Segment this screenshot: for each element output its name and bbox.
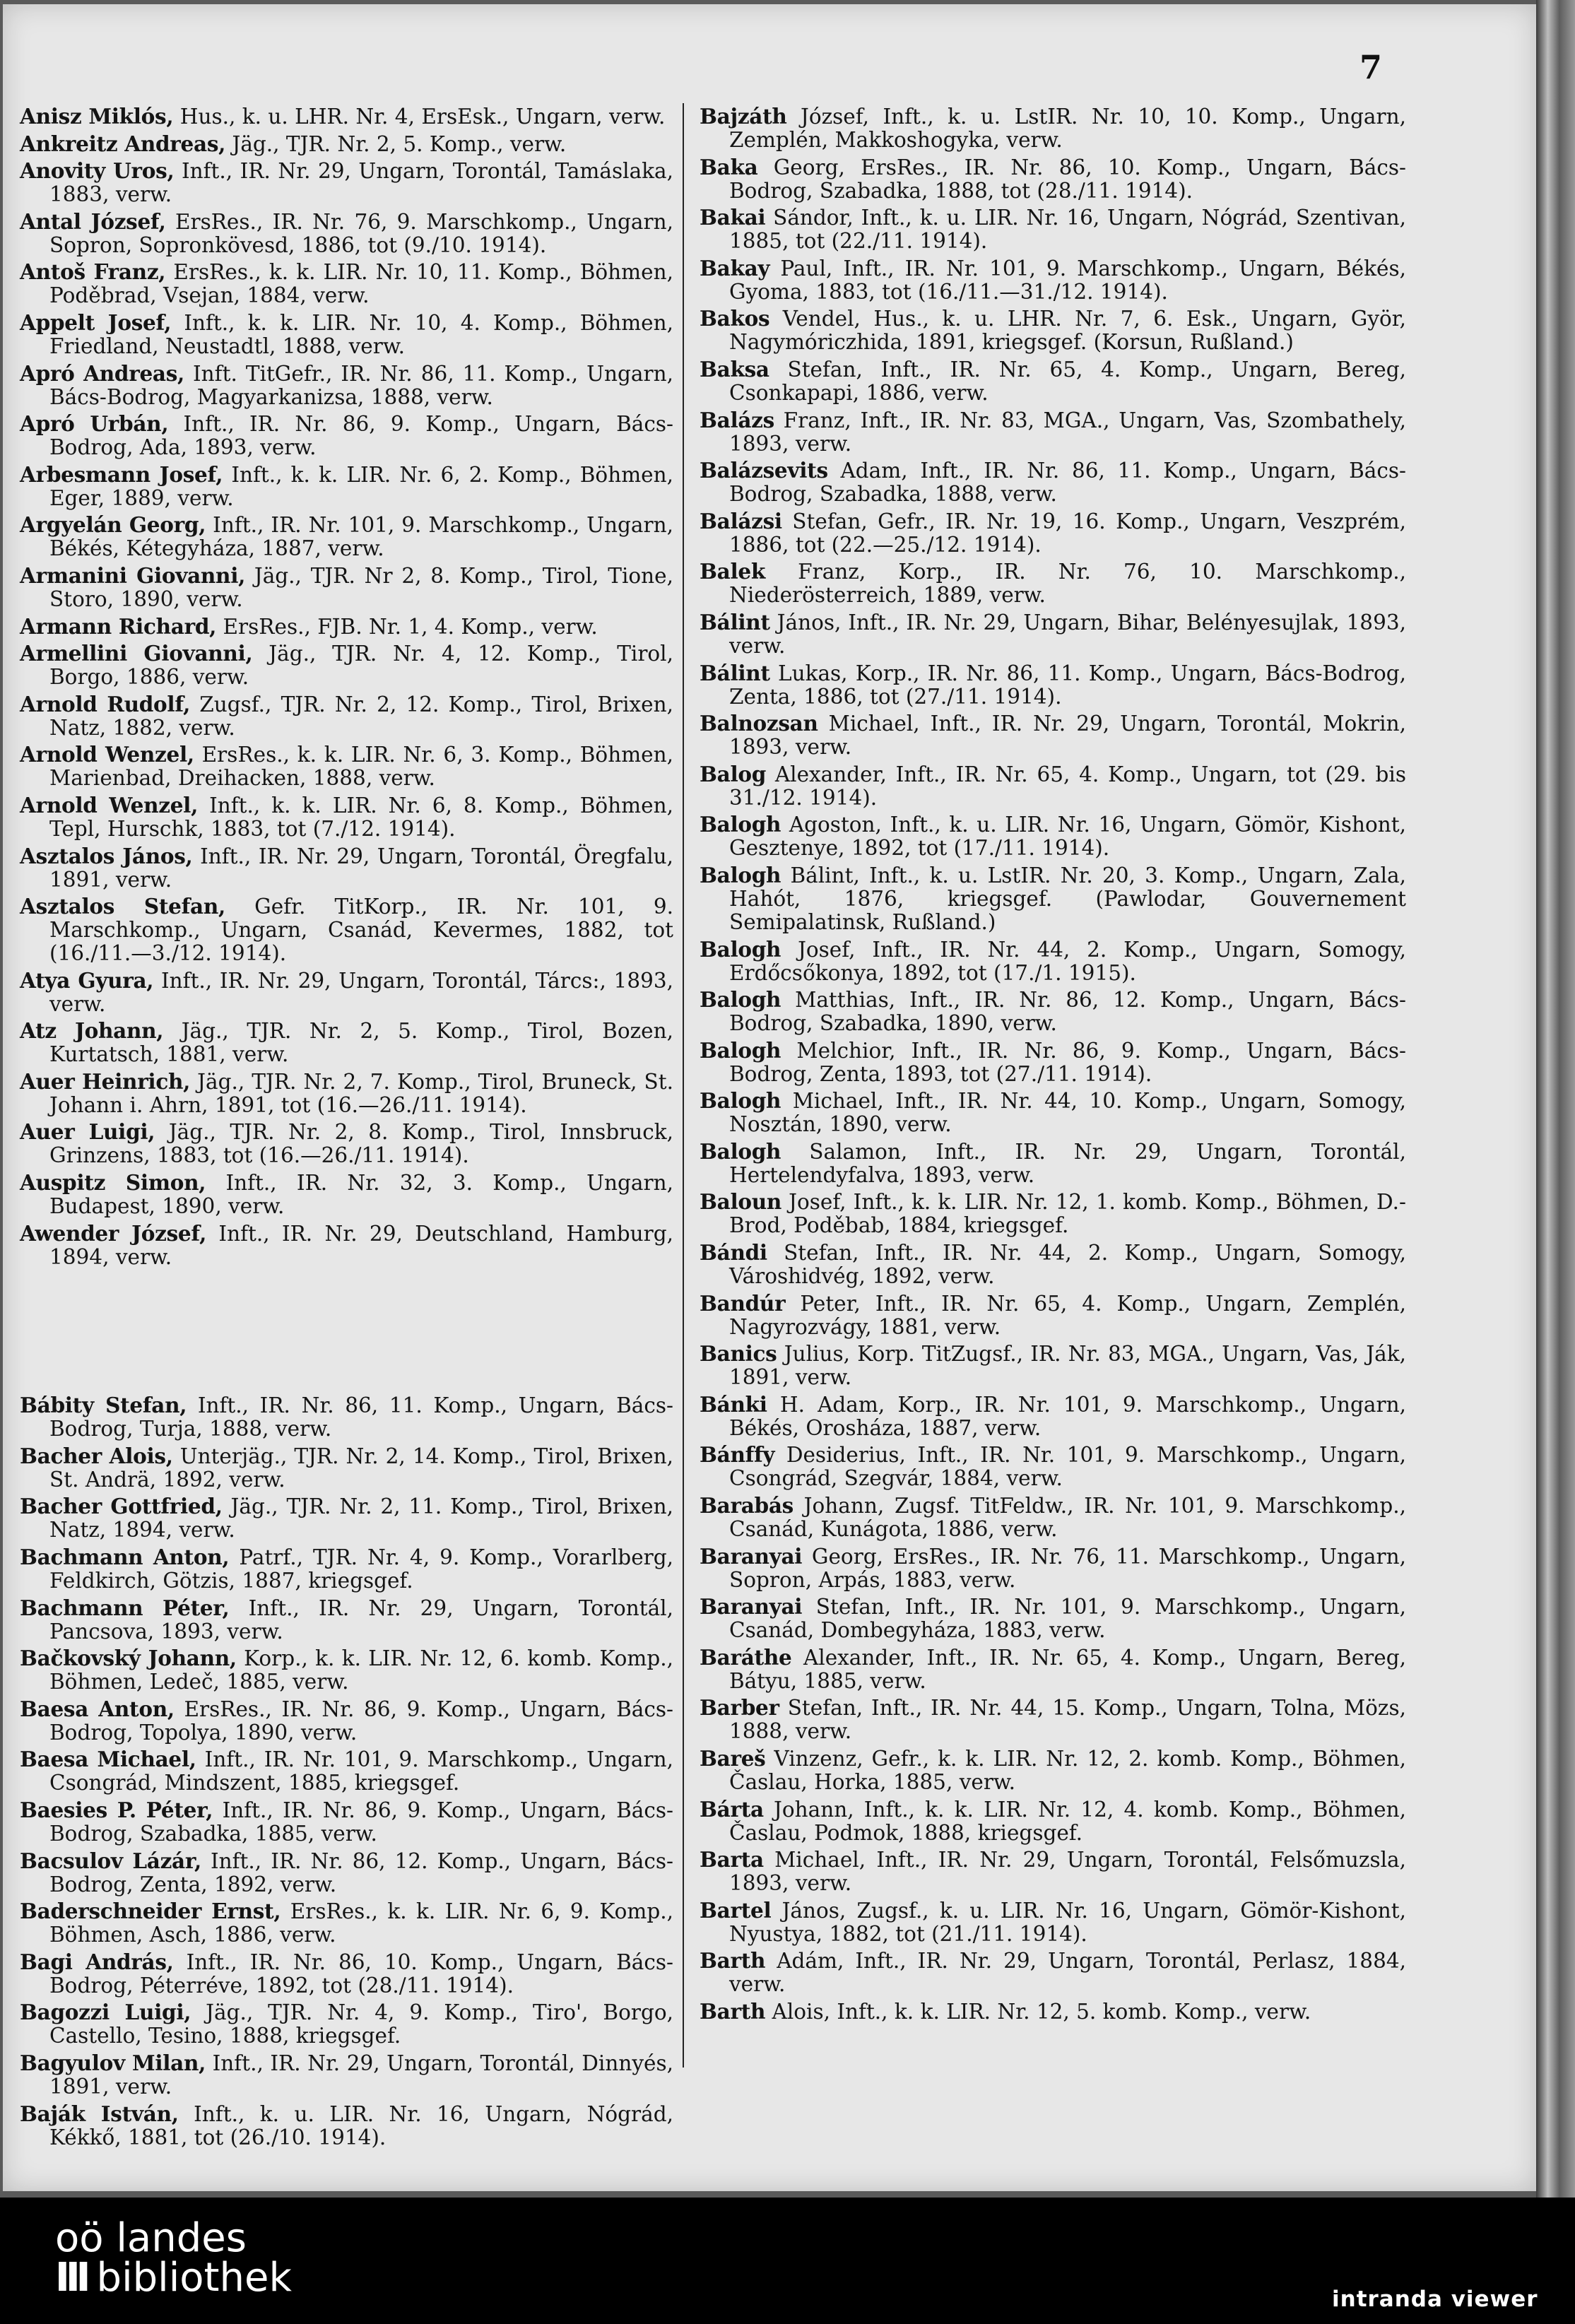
list-item [20,105,673,129]
list-item [700,509,1406,557]
entry-details: Unterjäg., TJR. Nr. 2, 14. Komp., Tirol, Brixen, St. Andrä, 1892, verw. [49,1444,673,1492]
entry-name: Auer Heinrich, [20,1068,191,1094]
entry-name: Baesa Anton, [20,1696,175,1721]
entry-name: Auer Luigi, [20,1119,155,1145]
entry-name: Barber [700,1695,779,1721]
list-item [20,412,673,459]
entry-details: Vinzenz, Gefr., k. k. LIR. Nr. 12, 2. komb. Komp., Böhmen, Časlau, Horka, 1885, verw. [729,1747,1406,1794]
list-item [700,988,1406,1035]
entry-name: Barth [700,1998,766,2024]
library-logo[interactable] [55,2215,292,2301]
entry-details: János, Inft., IR. Nr. 29, Ungarn, Bihar, Belényesujlak, 1893, verw. [729,610,1406,658]
list-item [700,1039,1406,1086]
entry-details: Paul, Inft., IR. Nr. 101, 9. Marschkomp., Ungarn, Békés, Gyoma, 1883, tot (16./11.—31./12. 1914). [729,256,1406,304]
entry-name: Bareš [700,1746,766,1771]
entry-name: Balázsevits [700,458,828,483]
list-item [700,1747,1406,1794]
logo-line2: bibliothek [96,2255,292,2301]
list-item [20,1171,673,1218]
list-item [20,1596,673,1644]
entry-details: Peter, Inft., IR. Nr. 65, 4. Komp., Ungarn, Zemplén, Nagyrozvágy, 1881, verw. [729,1291,1406,1339]
entry-name: Baka [700,154,758,179]
list-item [700,408,1406,456]
list-item [20,1697,673,1745]
entry-name: Bajzáth [700,104,787,129]
entry-details: Zugsf., TJR. Nr. 2, 12. Komp., Tirol, Brixen, Natz, 1882, verw. [49,692,673,740]
viewer-brand[interactable]: intranda viewer [1332,2287,1538,2312]
entry-name: Bacsulov Lázár, [20,1848,201,1873]
entry-name: Armanini Giovanni, [20,562,246,588]
entry-name: Barta [700,1847,764,1872]
entry-name: Arnold Wenzel, [20,792,199,818]
entry-details: Matthias, Inft., IR. Nr. 86, 12. Komp., Ungarn, Bács-Bodrog, Szabadka, 1890, verw. [729,988,1406,1036]
entry-name: Bacher Gottfried, [20,1494,223,1519]
entry-name: Argyelán Georg, [20,512,206,538]
entry-name: Baloun [700,1189,782,1215]
entry-details: Stefan, Inft., IR. Nr. 44, 2. Komp., Ungarn, Somogy, Városhidvég, 1892, verw. [729,1241,1406,1289]
entry-name: Apró Urbán, [20,411,169,437]
list-item [20,1393,673,1441]
entry-details: János, Zugsf., k. u. LIR. Nr. 16, Ungarn, Gömör-Kishont, Nyustya, 1882, tot (21./11. 1914). [729,1898,1406,1946]
entry-details: Johann, Zugsf. TitFeldw., IR. Nr. 101, 9. Marschkomp., Csanád, Kunágota, 1886, verw. [729,1494,1406,1542]
entry-name: Bárta [700,1796,764,1822]
entry-name: Armellini Giovanni, [20,641,253,666]
entry-name: Auspitz Simon, [20,1170,206,1196]
entry-name: Banics [700,1341,777,1367]
list-item [700,1292,1406,1339]
list-item [20,2102,673,2149]
list-item [20,2051,673,2099]
entry-name: Bachmann Péter, [20,1595,230,1620]
entry-details: Inft., IR. Nr. 29, Ungarn, Torontál, Tárcs:, 1893, verw. [49,968,673,1016]
entry-details: Stefan, Inft., IR. Nr. 101, 9. Marschkomp., Ungarn, Csanád, Dombegyháza, 1883, verw. [729,1595,1406,1643]
column-gap [20,1272,673,1393]
entry-details: Sándor, Inft., k. u. LIR. Nr. 16, Ungarn, Nógrád, Szentivan, 1885, tot (22./11. 1914). [729,206,1406,254]
entry-details: ErsRes., k. k. LIR. Nr. 6, 3. Komp., Böhmen, Marienbad, Dreihacken, 1888, verw. [49,743,674,791]
entry-name: Baesa Michael, [20,1747,196,1772]
list-item [20,794,673,841]
entry-name: Ankreitz Andreas, [20,131,226,156]
entry-name: Balázs [700,407,774,432]
list-item [700,1089,1406,1136]
entry-name: Baranyai [700,1594,803,1620]
list-item [20,1849,673,1897]
list-item [20,260,673,307]
entry-name: Baráthe [700,1644,792,1670]
left-column-entries-a [20,105,673,1269]
entry-details: Lukas, Korp., IR. Nr. 86, 11. Komp., Ungarn, Bács-Bodrog, Zenta, 1886, tot (27./11. 1914). [729,661,1406,709]
entry-details: ErsRes., IR. Nr. 86, 9. Komp., Ungarn, Bács-Bodrog, Topolya, 1890, verw. [49,1697,673,1745]
entry-details: Julius, Korp. TitZugsf., IR. Nr. 83, MGA., Ungarn, Vas, Ják, 1891, verw. [729,1342,1406,1390]
entry-name: Bagi András, [20,1949,174,1974]
entry-name: Bachmann Anton, [20,1545,230,1570]
page-edge [1536,0,1575,2198]
entry-name: Asztalos János, [20,843,193,868]
list-item [700,863,1406,934]
entry-name: Barth [700,1948,766,1974]
entry-details: Stefan, Gefr., IR. Nr. 19, 16. Komp., Ungarn, Veszprém, 1886, tot (22.—25./12. 1914). [729,509,1406,557]
entry-name: Bánki [700,1391,767,1417]
list-item [700,1949,1406,1996]
list-item [700,155,1406,203]
list-item [700,1545,1406,1592]
entry-details: Inft., IR. Nr. 29, Ungarn, Torontál, Öregfalu, 1891, verw. [49,844,673,892]
entry-name: Baesies P. Péter, [20,1798,213,1822]
entry-name: Anovity Uros, [20,158,175,184]
entry-details: Vendel, Hus., k. u. LHR. Nr. 7, 6. Esk., Ungarn, Györ, Nagymóriczhida, 1891, kriegsgef. (Korsun, Rußland.) [729,307,1406,355]
entry-details: Inft., IR. Nr. 86, 9. Komp., Ungarn, Bács-Bodrog, Ada, 1893, verw. [49,412,674,460]
list-item [20,895,673,965]
right-column [700,105,1406,2027]
list-item [20,1747,673,1795]
list-item [700,560,1406,607]
list-item [20,743,673,790]
entry-name: Bakos [700,306,770,331]
entry-details: Melchior, Inft., IR. Nr. 86, 9. Komp., Ungarn, Bács-Bodrog, Zenta, 1893, tot (27./11. 1914). [729,1038,1406,1086]
list-item [20,1070,673,1117]
list-item [20,132,673,156]
list-item [700,712,1406,759]
entry-details: Stefan, Inft., IR. Nr. 65, 4. Komp., Ungarn, Bereg, Csonkapapi, 1886, verw. [729,357,1406,405]
list-item [20,1444,673,1492]
entry-name: Antoš Franz, [20,259,166,285]
entry-details: Georg, ErsRes., IR. Nr. 86, 10. Komp., Ungarn, Bács-Bodrog, Szabadka, 1888, tot (28./11. 1914). [729,155,1406,203]
list-item [700,1342,1406,1389]
entry-details: Franz, Inft., IR. Nr. 83, MGA., Ungarn, Vas, Szombathely, 1893, verw. [729,408,1406,456]
entry-name: Arbesmann Josef, [20,461,223,487]
entry-details: Inft., IR. Nr. 86, 9. Komp., Ungarn, Bács-Bodrog, Szabadka, 1885, verw. [49,1798,673,1846]
entry-name: Baderschneider Ernst, [20,1899,281,1924]
entry-details: ErsRes., k. k. LIR. Nr. 10, 11. Komp., Böhmen, Poděbrad, Vsejan, 1884, verw. [49,260,673,308]
entry-name: Bagozzi Luigi, [20,2000,191,2025]
entry-details: ErsRes., IR. Nr. 76, 9. Marschkomp., Ungarn, Sopron, Sopronkövesd, 1886, tot (9./10. 1914). [49,209,673,257]
entry-name: Asztalos Stefan, [20,894,225,919]
entry-details: Inft., IR. Nr. 86, 11. Komp., Ungarn, Bács-Bodrog, Turja, 1888, verw. [49,1393,673,1441]
entry-details: Michael, Inft., IR. Nr. 44, 10. Komp., Ungarn, Somogy, Nosztán, 1890, verw. [729,1089,1406,1137]
entry-details: Adam, Inft., IR. Nr. 86, 11. Komp., Ungarn, Bács-Bodrog, Szabadka, 1888, verw. [729,459,1406,507]
entry-details: Inft., IR. Nr. 101, 9. Marschkomp., Ungarn, Békés, Kétegyháza, 1887, verw. [49,513,673,561]
entry-name: Bakay [700,255,770,281]
entry-name: Balogh [700,936,781,962]
list-item [20,463,673,510]
entry-details: Korp., k. k. LIR. Nr. 12, 6. komb. Komp., Böhmen, Ledeč, 1885, verw. [49,1646,673,1694]
entry-details: ErsRes., FJB. Nr. 1, 4. Komp., verw. [216,614,598,639]
entry-name: Armann Richard, [20,613,217,639]
entry-details: Josef, Inft., k. k. LIR. Nr. 12, 1. komb. Komp., Böhmen, D.-Brod, Poděbab, 1884, kriegsgef. [729,1190,1406,1238]
entry-name: Bándi [700,1240,767,1266]
left-column-entries-b [20,1393,673,2149]
entry-name: Bánffy [700,1442,775,1468]
list-item [700,1190,1406,1237]
scanned-page [3,4,1536,2191]
entry-details: Patrf., TJR. Nr. 4, 9. Komp., Vorarlberg, Feldkirch, Götzis, 1887, kriegsgef. [49,1545,674,1593]
entry-details: Inft., k. k. LIR. Nr. 6, 2. Komp., Böhmen, Eger, 1889, verw. [49,462,674,510]
list-item [20,1120,673,1167]
logo-bars-icon: III [55,2255,87,2301]
entry-details: Agoston, Inft., k. u. LIR. Nr. 16, Ungarn, Gömör, Kishont, Gesztenye, 1892, tot (17./11. 1914). [729,813,1406,861]
list-item [700,1241,1406,1288]
entry-details: Inft., IR. Nr. 101, 9. Marschkomp., Ungarn, Csongrád, Mindszent, 1885, kriegsgef. [49,1747,673,1795]
entry-name: Arnold Rudolf, [20,691,191,716]
entry-name: Balek [700,559,765,584]
entry-details: Jäg., TJR. Nr. 2, 5. Komp., Tirol, Bozen, Kurtatsch, 1881, verw. [49,1019,673,1067]
entry-name: Bacher Alois, [20,1443,173,1468]
entry-details: Jäg., TJR. Nr. 4, 12. Komp., Tirol, Borgo, 1886, verw. [49,642,673,690]
list-item [700,1393,1406,1440]
list-item [20,1494,673,1542]
entry-name: Bálint [700,660,770,685]
entry-details: József, Inft., k. u. LstIR. Nr. 10, 10. Komp., Ungarn, Zemplén, Makkoshogyka, verw. [729,105,1406,152]
entry-details: Inft., k. k. LIR. Nr. 10, 4. Komp., Böhmen, Friedland, Neustadtl, 1888, verw. [49,310,673,358]
entry-details: Stefan, Inft., IR. Nr. 44, 15. Komp., Ungarn, Tolna, Mözs, 1888, verw. [729,1696,1406,1744]
entry-details: Jäg., TJR. Nr. 2, 8. Komp., Tirol, Innsbruck, Grinzens, 1883, tot (16.—26./11. 1914). [49,1120,673,1168]
entry-details: Inft., IR. Nr. 29, Ungarn, Torontál, Dinnyés, 1891, verw. [49,2051,674,2099]
entry-name: Bandúr [700,1290,786,1316]
entry-details: Michael, Inft., IR. Nr. 29, Ungarn, Torontál, Mokrin, 1893, verw. [729,712,1406,760]
entry-name: Balogh [700,1037,781,1063]
list-item [700,1646,1406,1693]
entry-details: Alexander, Inft., IR. Nr. 65, 4. Komp., Ungarn, tot (29. bis 31./12. 1914). [729,762,1406,810]
entry-details: Inft. TitGefr., IR. Nr. 86, 11. Komp., Ungarn, Bács-Bodrog, Magyarkanizsa, 1888, verw. [49,361,673,409]
list-item [20,564,673,611]
entry-details: Josef, Inft., IR. Nr. 44, 2. Komp., Ungarn, Somogy, Erdőcsőkonya, 1892, tot (17./1. 1915). [729,937,1406,985]
entry-name: Bagyulov Milan, [20,2050,206,2075]
list-item [700,611,1406,658]
entry-name: Awender József, [20,1220,207,1246]
entry-name: Bábity Stefan, [20,1393,187,1418]
entry-details: Gefr. TitKorp., IR. Nr. 101, 9. Marschkomp., Ungarn, Csanád, Kevermes, 1882, tot (16./11.—3./12. 1914). [49,895,673,966]
column-divider [683,103,684,2068]
entry-name: Balogh [700,1088,781,1114]
entry-details: Alois, Inft., k. k. LIR. Nr. 12, 5. komb. Komp., verw. [765,1999,1311,2024]
entry-details: Jäg., TJR. Nr. 2, 11. Komp., Tirol, Brixen, Natz, 1894, verw. [49,1494,673,1543]
entry-details: Hus., k. u. LHR. Nr. 4, ErsEsk., Ungarn, verw. [173,105,666,129]
entry-name: Baranyai [700,1543,803,1569]
list-item [700,105,1406,152]
list-item [700,206,1406,253]
list-item [700,2000,1406,2024]
entry-name: Balog [700,761,767,786]
entry-name: Appelt Josef, [20,309,172,335]
entry-details: Alexander, Inft., IR. Nr. 65, 4. Komp., Ungarn, Bereg, Bátyu, 1885, verw. [729,1645,1406,1693]
list-item [700,1798,1406,1845]
entry-details: Inft., k. k. LIR. Nr. 6, 8. Komp., Böhmen, Tepl, Hurschk, 1883, tot (7./12. 1914). [49,793,673,841]
entry-name: Apró Andreas, [20,360,185,386]
list-item [700,661,1406,709]
list-item [20,642,673,689]
list-item [20,692,673,740]
entry-name: Balogh [700,987,781,1013]
entry-name: Barabás [700,1493,794,1518]
entry-details: Inft., IR. Nr. 32, 3. Komp., Ungarn, Budapest, 1890, verw. [49,1171,673,1219]
entry-details: Adám, Inft., IR. Nr. 29, Ungarn, Torontál, Perlasz, 1884, verw. [729,1949,1406,1997]
list-item [700,1899,1406,1946]
entry-details: Georg, ErsRes., IR. Nr. 76, 11. Marschkomp., Ungarn, Sopron, Arpás, 1883, verw. [729,1544,1406,1592]
entry-details: Salamon, Inft., IR. Nr. 29, Ungarn, Torontál, Hertelendyfalva, 1893, verw. [729,1139,1406,1187]
left-column [20,105,673,2152]
list-item [20,615,673,639]
entry-details: H. Adam, Korp., IR. Nr. 101, 9. Marschkomp., Ungarn, Békés, Orosháza, 1887, verw. [729,1392,1406,1440]
list-item [20,513,673,560]
list-item [700,762,1406,810]
list-item [20,844,673,892]
list-item [20,1646,673,1694]
entry-name: Arnold Wenzel, [20,742,194,767]
list-item [700,1595,1406,1642]
entry-name: Atya Gyura, [20,967,154,993]
entry-name: Bačkovský Johann, [20,1646,237,1671]
list-item [20,210,673,257]
list-item [20,1222,673,1269]
entry-name: Antal József, [20,208,166,234]
entry-details: Michael, Inft., IR. Nr. 29, Ungarn, Torontál, Felsőmuzsla, 1893, verw. [729,1848,1406,1896]
entry-details: Inft., IR. Nr. 29, Ungarn, Torontál, Tamáslaka, 1883, verw. [49,159,673,207]
list-item [700,1140,1406,1187]
list-item [20,362,673,409]
entry-details: Inft., IR. Nr. 86, 12. Komp., Ungarn, Bács-Bodrog, Zenta, 1892, verw. [49,1848,673,1897]
entry-name: Balnozsan [700,711,818,736]
entry-name: Bakai [700,205,766,230]
entry-details: Inft., IR. Nr. 86, 10. Komp., Ungarn, Bács-Bodrog, Péterréve, 1892, tot (28./11. 1914). [49,1950,673,1998]
entry-name: Bartel [700,1897,772,1923]
entry-name: Anisz Miklós, [20,104,174,129]
list-item [20,159,673,206]
list-item [700,459,1406,506]
logo-line1: oö landes [55,2215,247,2261]
entry-details: Inft., IR. Nr. 29, Ungarn, Torontál, Pancsova, 1893, verw. [49,1595,673,1644]
list-item [20,1899,673,1947]
entry-details: Jäg., TJR. Nr 2, 8. Komp., Tirol, Tione, Storo, 1890, verw. [49,563,673,611]
entry-name: Balogh [700,1138,781,1164]
list-item [700,307,1406,354]
page-number: 7 [1359,48,1383,86]
list-item [20,969,673,1016]
entry-details: Desiderius, Inft., IR. Nr. 101, 9. Marschkomp., Ungarn, Csongrád, Szegvár, 1884, verw. [729,1443,1406,1491]
list-item [700,256,1406,304]
entry-details: Jäg., TJR. Nr. 2, 5. Komp., verw. [225,131,567,156]
entry-details: Franz, Korp., IR. Nr. 76, 10. Marschkomp., Niederösterreich, 1889, verw. [729,560,1406,608]
entry-details: Inft., IR. Nr. 29, Deutschland, Hamburg, 1894, verw. [49,1221,673,1269]
list-item [700,938,1406,985]
entry-name: Baksa [700,356,769,382]
list-item [20,311,673,358]
list-item [20,1950,673,1998]
list-item [700,1696,1406,1743]
entry-details: Jäg., TJR. Nr. 2, 7. Komp., Tirol, Bruneck, St. Johann i. Ahrn, 1891, tot (16.—26./11. 1914). [49,1069,673,1117]
list-item [20,1798,673,1846]
list-item [20,1545,673,1593]
entry-name: Baják István, [20,2101,179,2126]
entry-details: Inft., k. u. LIR. Nr. 16, Ungarn, Nógrád, Kékkő, 1881, tot (26./10. 1914). [49,2101,674,2149]
entry-details: ErsRes., k. k. LIR. Nr. 6, 9. Komp., Böhmen, Asch, 1886, verw. [49,1899,673,1947]
entry-name: Balázsi [700,508,782,533]
list-item [20,1019,673,1066]
list-item [20,2000,673,2048]
list-item [700,1848,1406,1895]
list-item [700,358,1406,405]
list-item [700,813,1406,860]
entry-details: Jäg., TJR. Nr. 4, 9. Komp., Tiro', Borgo, Castello, Tesino, 1888, kriegsgef. [49,2000,673,2048]
entry-details: Johann, Inft., k. k. LIR. Nr. 12, 4. komb. Komp., Böhmen, Časlau, Podmok, 1888, kriegsgef. [729,1797,1406,1845]
entry-name: Atz Johann, [20,1018,164,1044]
entry-name: Balogh [700,862,781,887]
list-item [700,1494,1406,1541]
list-item [700,1443,1406,1490]
entry-name: Bálint [700,609,770,635]
entry-name: Balogh [700,812,781,837]
entry-details: Bálint, Inft., k. u. LstIR. Nr. 20, 3. Komp., Ungarn, Zala, Hahót, 1876, kriegsgef. (Pawlodar, Gouvernement Semipalatinsk, Rußland.) [729,863,1406,934]
